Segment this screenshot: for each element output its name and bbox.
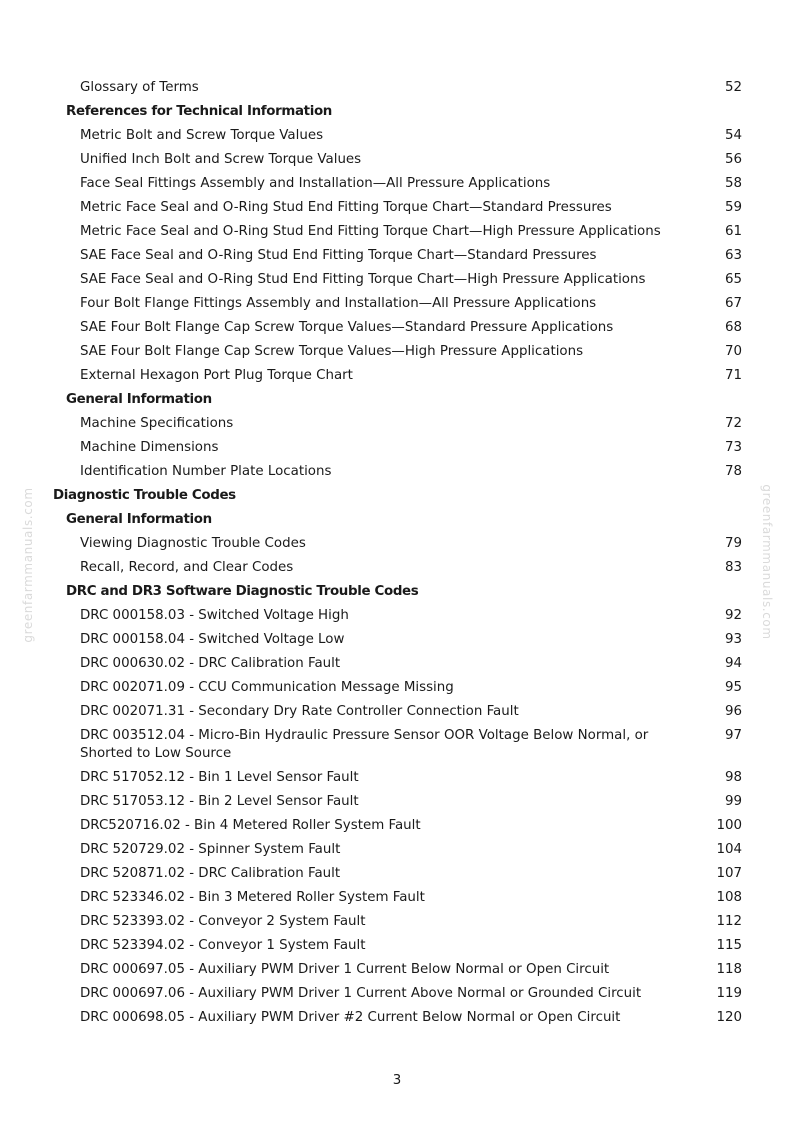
toc-page-number: 83 <box>724 560 742 575</box>
toc-title: DRC 520871.02 - DRC Calibration Fault <box>80 866 341 881</box>
toc-page-number: 71 <box>724 368 742 383</box>
toc-title: Identification Number Plate Locations <box>80 464 332 479</box>
toc-title: DRC 000697.06 - Auxiliary PWM Driver 1 Current Above Normal or Grounded Circuit <box>80 986 642 1001</box>
page-number: 3 <box>392 1073 402 1088</box>
toc-page-number: 112 <box>716 914 742 929</box>
toc-title: Viewing Diagnostic Trouble Codes <box>80 536 306 551</box>
toc-title: DRC 000158.04 - Switched Voltage Low <box>80 632 345 647</box>
toc-entry[interactable] <box>0 532 794 556</box>
toc-title: Unified Inch Bolt and Screw Torque Values <box>80 152 362 167</box>
toc-entry[interactable] <box>0 724 794 766</box>
toc-page-number: 73 <box>724 440 742 455</box>
toc-entry[interactable] <box>0 556 794 580</box>
toc-title: Glossary of Terms <box>80 80 199 95</box>
toc-page-number: 118 <box>716 962 742 977</box>
toc-title: DRC 000698.05 - Auxiliary PWM Driver #2 Current Below Normal or Open Circuit <box>80 1010 621 1025</box>
toc-title: External Hexagon Port Plug Torque Chart <box>80 368 353 383</box>
toc-entry[interactable] <box>0 934 794 958</box>
toc-page-number: 63 <box>724 248 742 263</box>
toc-page-number: 93 <box>724 632 742 647</box>
toc-heading-level-2 <box>0 580 794 604</box>
toc-entry[interactable] <box>0 316 794 340</box>
toc-entry[interactable] <box>0 700 794 724</box>
toc-page-number: 108 <box>716 890 742 905</box>
toc-title: SAE Face Seal and O-Ring Stud End Fitting Torque Chart—Standard Pressures <box>80 248 597 263</box>
toc-page-number: 52 <box>724 80 742 95</box>
toc-page-number: 97 <box>724 728 742 743</box>
toc-page-number: 59 <box>724 200 742 215</box>
watermark-right: greenfarmmanuals.com <box>760 484 774 640</box>
toc-entry[interactable] <box>0 244 794 268</box>
toc-entry[interactable] <box>0 340 794 364</box>
toc-page-number: 98 <box>724 770 742 785</box>
toc-entry[interactable] <box>0 766 794 790</box>
toc-page-number: 99 <box>724 794 742 809</box>
toc-title: DRC 517053.12 - Bin 2 Level Sensor Fault <box>80 794 359 809</box>
toc-entry[interactable] <box>0 910 794 934</box>
toc-page-number: 61 <box>724 224 742 239</box>
toc-entry[interactable] <box>0 886 794 910</box>
toc-entry[interactable] <box>0 838 794 862</box>
toc-entry[interactable] <box>0 76 794 100</box>
toc-page-number: 96 <box>724 704 742 719</box>
toc-page-number: 120 <box>716 1010 742 1025</box>
toc-page-number: 79 <box>724 536 742 551</box>
toc-title: Four Bolt Flange Fittings Assembly and Installation—All Pressure Applications <box>80 296 597 311</box>
toc-entry[interactable] <box>0 460 794 484</box>
toc-entry[interactable] <box>0 220 794 244</box>
toc-entry[interactable] <box>0 268 794 292</box>
toc-title: DRC 000630.02 - DRC Calibration Fault <box>80 656 341 671</box>
toc-page-number: 56 <box>724 152 742 167</box>
toc-page-number: 54 <box>724 128 742 143</box>
toc-page-number: 65 <box>724 272 742 287</box>
watermark-left: greenfarmmanuals.com <box>21 487 35 643</box>
toc-title: DRC 000158.03 - Switched Voltage High <box>80 608 349 623</box>
toc-entry[interactable] <box>0 124 794 148</box>
toc-page-number: 100 <box>716 818 742 833</box>
toc-title: DRC 002071.09 - CCU Communication Message Missing <box>80 680 454 695</box>
toc-entry[interactable] <box>0 604 794 628</box>
toc-title: Machine Specifications <box>80 416 234 431</box>
toc-entry[interactable] <box>0 628 794 652</box>
toc-heading-level-2 <box>0 508 794 532</box>
toc-title: DRC 523393.02 - Conveyor 2 System Fault <box>80 914 366 929</box>
toc-title: References for Technical Information <box>66 104 332 119</box>
toc-title: Metric Face Seal and O-Ring Stud End Fitting Torque Chart—Standard Pressures <box>80 200 612 215</box>
toc-title: General Information <box>66 392 212 407</box>
toc-heading-level-1 <box>0 484 794 508</box>
toc-entry[interactable] <box>0 1006 794 1030</box>
toc-title: Diagnostic Trouble Codes <box>53 488 236 503</box>
toc-entry[interactable] <box>0 814 794 838</box>
toc-page-number: 94 <box>724 656 742 671</box>
toc-title: DRC 002071.31 - Secondary Dry Rate Controller Connection Fault <box>80 704 519 719</box>
toc-title: Metric Face Seal and O-Ring Stud End Fitting Torque Chart—High Pressure Applications <box>80 224 661 239</box>
toc-title: SAE Face Seal and O-Ring Stud End Fitting Torque Chart—High Pressure Applications <box>80 272 646 287</box>
toc-title: Metric Bolt and Screw Torque Values <box>80 128 324 143</box>
toc-entry[interactable] <box>0 436 794 460</box>
toc-page-number: 115 <box>716 938 742 953</box>
toc-title: DRC 520729.02 - Spinner System Fault <box>80 842 341 857</box>
toc-page-number: 78 <box>724 464 742 479</box>
toc-entry[interactable] <box>0 148 794 172</box>
toc-title: DRC 517052.12 - Bin 1 Level Sensor Fault <box>80 770 359 785</box>
toc-entry[interactable] <box>0 364 794 388</box>
toc-title: DRC 000697.05 - Auxiliary PWM Driver 1 Current Below Normal or Open Circuit <box>80 962 610 977</box>
toc-page-number: 68 <box>724 320 742 335</box>
toc-title: Recall, Record, and Clear Codes <box>80 560 294 575</box>
toc-entry[interactable] <box>0 958 794 982</box>
toc-title: Machine Dimensions <box>80 440 219 455</box>
toc-entry[interactable] <box>0 652 794 676</box>
toc-title: DRC 523394.02 - Conveyor 1 System Fault <box>80 938 366 953</box>
toc-title: DRC and DR3 Software Diagnostic Trouble Codes <box>66 584 419 599</box>
toc-page-number: 104 <box>716 842 742 857</box>
toc-entry[interactable] <box>0 790 794 814</box>
toc-entry[interactable] <box>0 676 794 700</box>
toc-title: General Information <box>66 512 212 527</box>
toc-title: SAE Four Bolt Flange Cap Screw Torque Values—High Pressure Applications <box>80 344 584 359</box>
toc-entry[interactable] <box>0 412 794 436</box>
toc-page-number: 58 <box>724 176 742 191</box>
table-of-contents <box>0 76 794 1030</box>
toc-entry[interactable] <box>0 982 794 1006</box>
toc-title: SAE Four Bolt Flange Cap Screw Torque Values—Standard Pressure Applications <box>80 320 614 335</box>
toc-title: DRC520716.02 - Bin 4 Metered Roller System Fault <box>80 818 421 833</box>
toc-page-number: 92 <box>724 608 742 623</box>
toc-entry[interactable] <box>0 172 794 196</box>
toc-title: DRC 523346.02 - Bin 3 Metered Roller System Fault <box>80 890 425 905</box>
toc-page-number: 70 <box>724 344 742 359</box>
toc-heading-level-2 <box>0 100 794 124</box>
toc-title: Face Seal Fittings Assembly and Installation—All Pressure Applications <box>80 176 551 191</box>
toc-page-number: 67 <box>724 296 742 311</box>
toc-page-number: 72 <box>724 416 742 431</box>
toc-entry[interactable] <box>0 862 794 886</box>
toc-page-number: 119 <box>716 986 742 1001</box>
toc-heading-level-2 <box>0 388 794 412</box>
toc-title: DRC 003512.04 - Micro-Bin Hydraulic Pressure Sensor OOR Voltage Below Normal, or Shorted to Low Source <box>80 728 649 761</box>
toc-entry[interactable] <box>0 292 794 316</box>
toc-entry[interactable] <box>0 196 794 220</box>
toc-page-number: 107 <box>716 866 742 881</box>
toc-page-number: 95 <box>724 680 742 695</box>
